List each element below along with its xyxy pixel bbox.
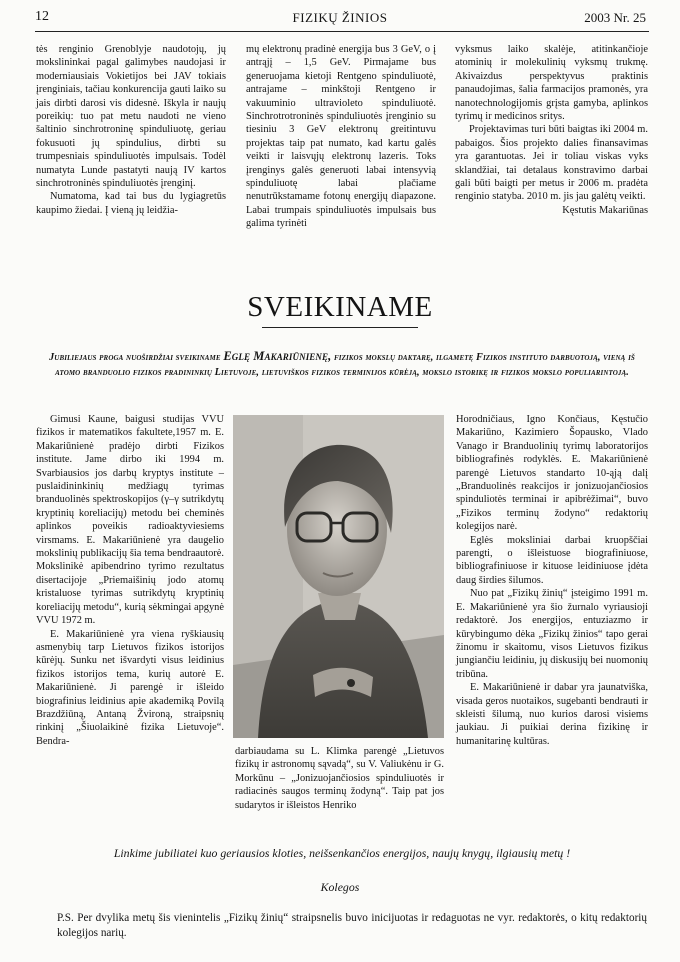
top-column-3 xyxy=(455,43,648,217)
paragraph: Numatoma, kad tai bus du lygiagretūs kaupimo žiedai. Į vieną jų leidžia- xyxy=(36,191,226,216)
title-underline xyxy=(262,327,418,328)
under-photo-column xyxy=(235,745,444,812)
paragraph: Nuo pat „Fizikų žinių“ įsteigimo 1991 m. E. Makariūnienė yra šio žurnalo vyriausioji redaktorė. Jos energijos, entuziazmo ir kūrybingumo dėka „Fizikų žinios“ tapo gerai žinomu ir skaitomu, visos Lietuvos fizikus jungiančiu leidiniu, jų diskusijų bei nuomonių tribūna. xyxy=(456,588,648,680)
portrait-illustration xyxy=(233,415,444,738)
paragraph: darbiaudama su L. Klimka parengė „Lietuvos fizikų ir astronomų sąvadą“, su V. Valiukėnu ir G. Morkūnu – „Jonizuojančiosios spinduliuotės ir radiacinės saugos terminų žodyną“. Taip pat jos sudarytos ir išleistos Henriko xyxy=(235,746,444,811)
paragraph: tės renginio Grenoblyje naudotojų, jų mokslininkai pagal galimybes naudojasi ir moderniausiais Vokietijos bei JAV tokiais įrenginiais, tačiau konkurencija gauti laiko su jais dirbti darosi vis didesnė. Iškyla ir naujų poreikių: tuo pat metu naudoti ne vieno šaltinio sinchrotroninę spinduliuotę, geriau fokusuoti jų spindulius, dirbti su trumpesniais spinduliuotės impulsais. Todėl numatyta Lunde pastatyti naują IV kartos sinchrotroninės spinduliuotės įrenginį. xyxy=(36,44,226,190)
paragraph: E. Makariūnienė yra viena ryškiausių asmenybių tarp Lietuvos fizikos istorijos kūrėjų. Sunku net išvardyti visus leidinius fizikos istorijos tema, kurių autorė E. Makariūnienė. Ji parengė ir išleido biografinius leidinius apie akademiką Povilą Brazdžiūną, Antaną Žvironą, straipsnių rinkinį „Šiuolaikinė fizika Lietuvoje“. Bendra- xyxy=(36,628,224,747)
header-rule xyxy=(35,31,649,32)
paragraph: Eglės moksliniai darbai kruopščiai parengti, o išleistuose biografiniuose, bibliografiniuose ir kituose leidiniuose įdėta daug širdies šilumos. xyxy=(456,534,648,586)
paragraph: vyksmus laiko skalėje, atitinkančioje atominių ir molekulinių vyksmų trukmę. Akivaizdus perspektyvus praktinis panaudojimas, šalia farmacijos pramonės, yra nanotechnologijomis grįsta gamyba, aplinkos tyrimų ir medicinos sritys. xyxy=(455,44,648,123)
paragraph: Gimusi Kaune, baigusi studijas VVU fizikos ir matematikos fakultete,1957 m. E. Makariūnienė pradėjo dirbti Fizikos institute. Jame dirbo iki 1994 m. Svarbiausios jos darbų kryptys institute – puslaidininkinių medžiagų tyrimas branduolinės spektroskopijos (γ–γ sutrikdytų kryptinių koreliacijų) metodu bei cheminės aplinkos poveikis radioaktyviesiems virsmams. E. Makariūnienė yra daugelio mokslinių publikacijų šia tema bendraautorė. Mokslinikė apibendrino tyrimo rezultatus disertacijoje „Priemaišinių jodo atomų kristaluose tyrimas sutrikdytų kryptinių koreliacijų metodu“, kurią sėkmingai apgynė VVU 1972 m. xyxy=(36,414,224,627)
paragraph: E. Makariūnienė ir dabar yra jaunatviška, visada geros nuotaikos, sugebanti bendrauti ir skleisti šilumą, nuo kurios darosi visiems jaukiau. Ji puikiai derina fizikinę ir humanitarinę kultūras. xyxy=(456,682,648,747)
top-column-2 xyxy=(246,43,436,231)
postscript: P.S. Per dvylika metų šis vienintelis „Fizikų žinių“ straipsnelis buvo inicijuotas ir redaguotas ne vyr. redaktorės, o kitų redaktorių kolegijos narių. xyxy=(57,912,647,939)
issue-label: 2003 Nr. 25 xyxy=(584,10,646,25)
dedication-intro: Jubiliejaus proga nuoširdžiai sveikiname xyxy=(49,352,224,363)
paragraph: Horodničiaus, Igno Končiaus, Kęstučio Makariūno, Kazimiero Šopausko, Vlado Vanago ir Branduolinių tyrimų laboratorijos bibliografinės rodyklės. E. Makariūnienė parengė Lietuvos standarto 10-ąją dalį „Branduolinės reakcijos ir jonizuojančiosios spinduliotės terminai ir apibrėžimai“, buvo „Fizikos terminų žodyno“ redaktorių kolegijos narė. xyxy=(456,414,648,533)
page-number: 12 xyxy=(35,9,49,24)
left-column xyxy=(36,413,224,748)
paragraph: Projektavimas turi būti baigtas iki 2004 m. pabaigos. Šios projekto dalies finansavimas yra garantuotas. Jei ir toliau viskas vyks sklandžiai, tai detalaus konstravimo darbai gali būti baigti per metus ir 2006 m. pradėta renginio statyba. 2010 m. jis jau galėtų veikti. xyxy=(455,124,648,203)
closing-signature: Kolegos xyxy=(320,880,360,894)
closing-wish: Linkime jubiliatei kuo geriausios kloties, neišsenkančios energijos, naujų knygų, ilgiausių metų ! xyxy=(113,846,571,860)
dedication xyxy=(36,349,648,380)
right-column xyxy=(456,413,648,748)
top-column-1 xyxy=(36,43,226,217)
journal-title: FIZIKŲ ŽINIOS xyxy=(292,10,388,25)
page-header xyxy=(0,9,680,29)
author-signature: Kęstutis Makariūnas xyxy=(562,204,648,216)
paragraph: mų elektronų pradinė energija bus 3 GeV, o į antrąjį – 1,5 GeV. Pirmajame bus generuojama kietoji Rentgeno spinduliuotė, antrajame – minkštoji Rentgeno ir vakuuminio ultravioleto spinduliuotė. Sinchrotrotroninės spinduliuotės įrenginio su tiesiniu 3 GeV elektronų greitintuvu projektas taip pat numato, kad kartu galės veikti ir laisvųjų elektronų lazeris. Toks įrenginys galės generuoti labai intensyvią spinduliuotę labai plačiame nenutrūkstamame fotonų energijų diapazone. Labai trumpais spinduliuotės impulsais bus galima tyrinėti xyxy=(246,44,436,230)
portrait-photo xyxy=(233,415,444,738)
honoree-name: Eglę Makariūnienę, xyxy=(223,349,332,363)
dedication-description: fizikos mokslų daktarę, ilgametę Fizikos instituto darbuotoją, vieną iš atomo branduolio fizikos pradininkių Lietuvoje, lietuviškos fizikos terminijos kūrėją, mokslo istorikę ir fizikos mokslo populiarintoją. xyxy=(55,352,635,378)
section-title: SVEIKINAME xyxy=(247,291,433,323)
